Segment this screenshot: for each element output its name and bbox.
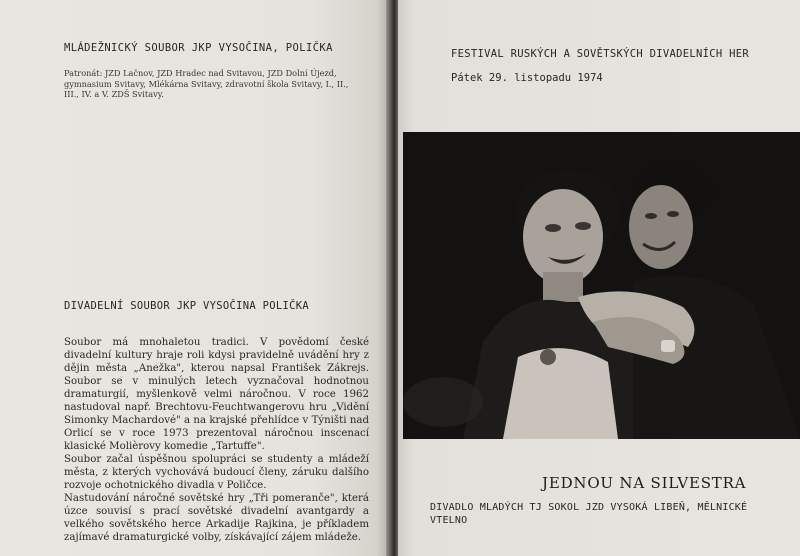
theatre-company: DIVADLO MLADÝCH TJ SOKOL JZD VYSOKÁ LIBEŇ, MĚLNICKÉ VTELNO [430,502,748,526]
production-photo [403,132,800,439]
show-title: JEDNOU NA SILVESTRA [542,474,747,492]
body-text [64,336,369,544]
organization-title: MLÁDEŽNICKÝ SOUBOR JKP VYSOČINA, POLIČKA [64,42,333,54]
paragraph: Nastudování náročné sovětské hry „Tři pomeranče", která úzce souvisí s prací sovětské divadelní avantgardy a velkého sovětského herce Arkadije Rajkina, je příkladem zajímavé dramaturgické volby, získávající zájem mládeže. [64,493,369,543]
section-heading: DIVADELNÍ SOUBOR JKP VYSOČINA POLIČKA [64,300,309,312]
paragraph: Soubor začal úspěšnou spolupráci se studenty a mládeží města, z kterých vychovává budoucí členy, záruku dalšího rozvoje ochotnického divadla v Poličce. [64,454,369,491]
festival-title: FESTIVAL RUSKÝCH A SOVĚTSKÝCH DIVADELNÍCH HER [451,48,749,60]
left-page [0,0,388,556]
paragraph: Soubor má mnohaletou tradici. V povědomí české divadelní kultury hraje roli kdysi pravidelně uváděnı́ hry z dějin města „Anežka", kterou napsal František Zákrejs. Soubor se v minulých letech vyznačoval hodnotnou dramaturgií, myšlenkově velmi náročnou. V roce 1962 nastudoval např. Brechtovu-Feuchtwangerovu hru „Vidění Simonky Machardové" a na krajské přehlídce v Týništi nad Orlicí se v roce 1973 prezentoval náročnou inscenací klasické Molièrovy komedie „Tartuffe". [64,337,369,452]
performance-date: Pátek 29. listopadu 1974 [451,72,603,84]
patronage-text: Patronát: JZD Lačnov, JZD Hradec nad Svitavou, JZD Dolní Újezd, gymnasium Svitavy, Mlékárna Svitavy, zdravotní škola Svitavy, I., II., III., IV. a V. ZDŠ Svitavy. [64,68,349,99]
